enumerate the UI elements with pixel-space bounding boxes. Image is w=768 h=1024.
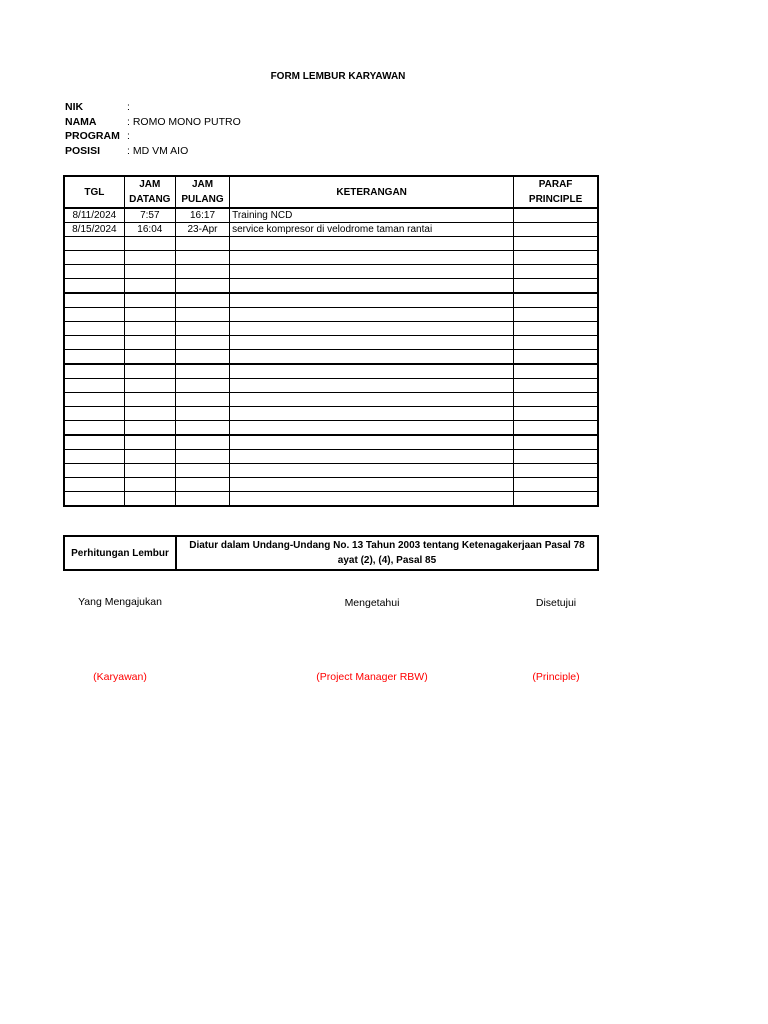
cell-tgl — [64, 421, 124, 436]
table-row-empty — [64, 492, 598, 507]
cell-paraf — [514, 223, 598, 237]
cell-jam-datang — [124, 435, 175, 450]
cell-jam-pulang — [175, 450, 229, 464]
table-row-empty — [64, 464, 598, 478]
cell-tgl: 8/11/2024 — [64, 208, 124, 223]
cell-jam-datang — [124, 450, 175, 464]
cell-jam-datang — [124, 393, 175, 407]
cell-paraf — [514, 251, 598, 265]
cell-paraf — [514, 464, 598, 478]
cell-tgl — [64, 464, 124, 478]
cell-jam-pulang: 16:17 — [175, 208, 229, 223]
cell-jam-pulang — [175, 237, 229, 251]
form-title: FORM LEMBUR KARYAWAN — [270, 71, 406, 82]
cell-paraf — [514, 308, 598, 322]
table-row-empty — [64, 322, 598, 336]
calc-label: Perhitungan Lembur — [64, 536, 176, 570]
cell-keterangan — [230, 421, 514, 436]
table-row-empty — [64, 364, 598, 379]
cell-jam-datang — [124, 379, 175, 393]
table-row-empty — [64, 393, 598, 407]
signature-title-approved: Disetujui — [535, 597, 577, 609]
table-row-empty — [64, 407, 598, 421]
cell-jam-pulang: 23-Apr — [175, 223, 229, 237]
table-row-empty — [64, 336, 598, 350]
signature-role-project-manager: (Project Manager RBW) — [316, 671, 428, 683]
cell-tgl — [64, 336, 124, 350]
cell-tgl — [64, 279, 124, 294]
cell-tgl: 8/15/2024 — [64, 223, 124, 237]
cell-jam-datang — [124, 308, 175, 322]
cell-jam-datang — [124, 364, 175, 379]
cell-jam-pulang — [175, 350, 229, 365]
cell-jam-datang — [124, 492, 175, 507]
table-row-empty — [64, 293, 598, 308]
cell-jam-pulang — [175, 251, 229, 265]
cell-paraf — [514, 407, 598, 421]
cell-paraf — [514, 322, 598, 336]
cell-keterangan — [230, 265, 514, 279]
cell-jam-pulang — [175, 364, 229, 379]
cell-jam-pulang — [175, 407, 229, 421]
table-row — [64, 208, 598, 223]
table-row-empty — [64, 251, 598, 265]
cell-tgl — [64, 379, 124, 393]
cell-jam-pulang — [175, 336, 229, 350]
header-jam-datang: JAM DATANG — [124, 176, 175, 208]
cell-tgl — [64, 322, 124, 336]
cell-paraf — [514, 379, 598, 393]
cell-jam-datang — [124, 350, 175, 365]
cell-paraf — [514, 265, 598, 279]
cell-jam-pulang — [175, 293, 229, 308]
table-row-empty — [64, 379, 598, 393]
cell-paraf — [514, 336, 598, 350]
cell-keterangan — [230, 478, 514, 492]
table-row-empty — [64, 308, 598, 322]
cell-keterangan — [230, 407, 514, 421]
cell-keterangan — [230, 393, 514, 407]
cell-keterangan — [230, 293, 514, 308]
cell-jam-pulang — [175, 308, 229, 322]
table-row-empty — [64, 265, 598, 279]
cell-tgl — [64, 237, 124, 251]
cell-keterangan — [230, 322, 514, 336]
cell-jam-pulang — [175, 265, 229, 279]
cell-paraf — [514, 478, 598, 492]
cell-keterangan — [230, 308, 514, 322]
cell-tgl — [64, 308, 124, 322]
cell-keterangan — [230, 464, 514, 478]
cell-jam-datang — [124, 251, 175, 265]
cell-tgl — [64, 364, 124, 379]
cell-jam-datang — [124, 237, 175, 251]
cell-paraf — [514, 364, 598, 379]
cell-jam-datang — [124, 407, 175, 421]
program-label: PROGRAM — [65, 130, 120, 142]
overtime-table — [63, 175, 599, 507]
signature-title-applicant: Yang Mengajukan — [78, 596, 162, 608]
table-row-empty — [64, 421, 598, 436]
cell-jam-pulang — [175, 393, 229, 407]
table-row-empty — [64, 350, 598, 365]
cell-jam-pulang — [175, 379, 229, 393]
table-row — [64, 223, 598, 237]
cell-keterangan: Training NCD — [230, 208, 514, 223]
cell-keterangan — [230, 364, 514, 379]
cell-jam-pulang — [175, 478, 229, 492]
cell-paraf — [514, 279, 598, 294]
cell-tgl — [64, 492, 124, 507]
cell-paraf — [514, 492, 598, 507]
table-row-empty — [64, 279, 598, 294]
cell-paraf — [514, 450, 598, 464]
cell-tgl — [64, 265, 124, 279]
cell-keterangan: service kompresor di velodrome taman rantai — [230, 223, 514, 237]
nama-label: NAMA — [65, 116, 97, 128]
cell-jam-datang — [124, 464, 175, 478]
cell-jam-pulang — [175, 464, 229, 478]
table-row-empty — [64, 435, 598, 450]
cell-jam-pulang — [175, 421, 229, 436]
overtime-calculation-box — [63, 535, 599, 571]
cell-keterangan — [230, 336, 514, 350]
cell-keterangan — [230, 435, 514, 450]
cell-tgl — [64, 350, 124, 365]
cell-paraf — [514, 421, 598, 436]
cell-jam-datang — [124, 279, 175, 294]
cell-paraf — [514, 393, 598, 407]
posisi-value: : MD VM AIO — [127, 145, 189, 157]
signature-role-employee: (Karyawan) — [93, 671, 147, 683]
program-value: : — [127, 130, 130, 142]
cell-paraf — [514, 293, 598, 308]
table-header-row — [64, 176, 598, 208]
cell-jam-pulang — [175, 435, 229, 450]
cell-jam-datang — [124, 336, 175, 350]
cell-paraf — [514, 350, 598, 365]
cell-jam-datang — [124, 478, 175, 492]
calc-legal-note: Diatur dalam Undang-Undang No. 13 Tahun 2003 tentang Ketenagakerjaan Pasal 78 ayat (2), (4), Pasal 85 — [176, 536, 598, 570]
cell-paraf — [514, 208, 598, 223]
header-paraf-principle: PARAF PRINCIPLE — [514, 176, 598, 208]
cell-tgl — [64, 435, 124, 450]
cell-keterangan — [230, 251, 514, 265]
header-jam-pulang: JAM PULANG — [175, 176, 229, 208]
table-row-empty — [64, 237, 598, 251]
signature-title-acknowledged: Mengetahui — [344, 597, 400, 609]
cell-jam-datang: 16:04 — [124, 223, 175, 237]
cell-tgl — [64, 478, 124, 492]
cell-keterangan — [230, 450, 514, 464]
cell-jam-datang: 7:57 — [124, 208, 175, 223]
table-row-empty — [64, 478, 598, 492]
nik-value: : — [127, 101, 130, 113]
signature-role-principle: (Principle) — [532, 671, 580, 683]
cell-jam-datang — [124, 421, 175, 436]
cell-jam-datang — [124, 265, 175, 279]
cell-jam-pulang — [175, 279, 229, 294]
cell-tgl — [64, 251, 124, 265]
cell-keterangan — [230, 350, 514, 365]
cell-tgl — [64, 407, 124, 421]
cell-jam-pulang — [175, 322, 229, 336]
header-keterangan: KETERANGAN — [230, 176, 514, 208]
header-tgl: TGL — [64, 176, 124, 208]
cell-jam-datang — [124, 322, 175, 336]
cell-tgl — [64, 293, 124, 308]
cell-jam-datang — [124, 293, 175, 308]
cell-keterangan — [230, 379, 514, 393]
posisi-label: POSISI — [65, 145, 101, 157]
cell-paraf — [514, 435, 598, 450]
cell-paraf — [514, 237, 598, 251]
cell-keterangan — [230, 492, 514, 507]
nama-value: : ROMO MONO PUTRO — [127, 116, 241, 128]
table-row-empty — [64, 450, 598, 464]
cell-tgl — [64, 450, 124, 464]
cell-jam-pulang — [175, 492, 229, 507]
nik-label: NIK — [65, 101, 84, 113]
cell-keterangan — [230, 237, 514, 251]
cell-keterangan — [230, 279, 514, 294]
cell-tgl — [64, 393, 124, 407]
